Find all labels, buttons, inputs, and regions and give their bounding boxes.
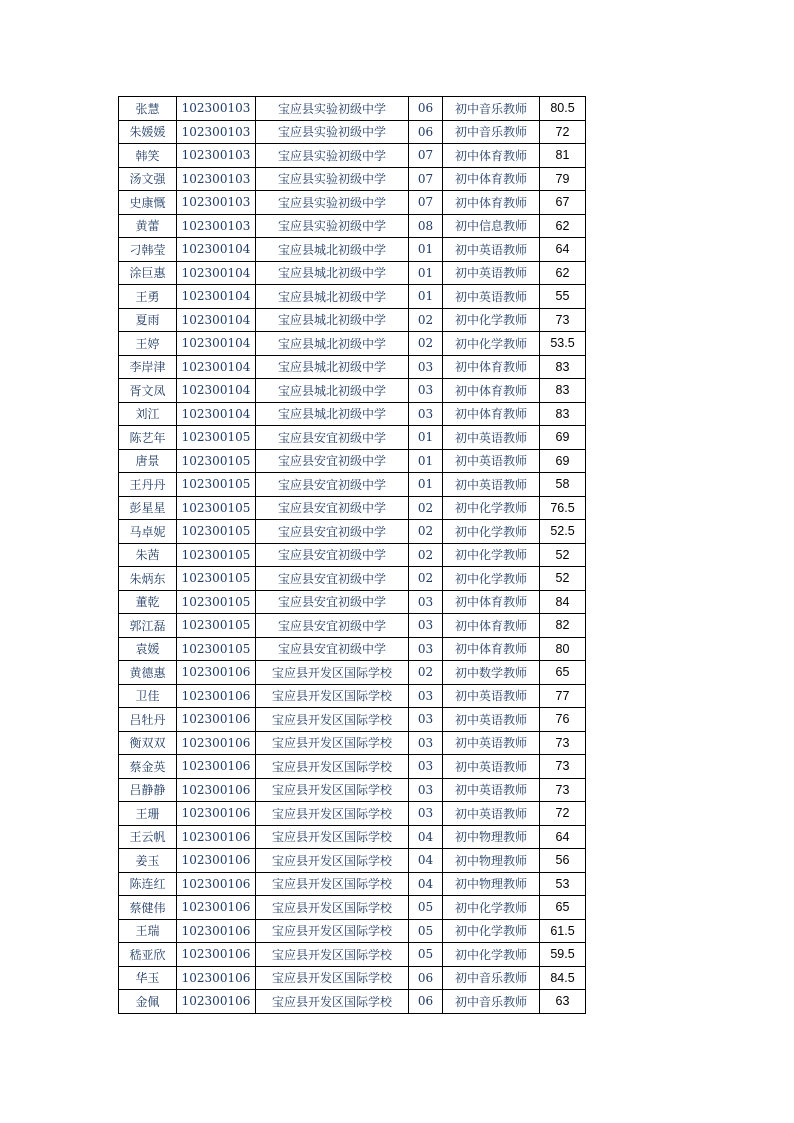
- unit-code-cell: 102300104: [177, 261, 256, 285]
- name-cell: 王勇: [119, 285, 177, 309]
- school-cell: 宝应县城北初级中学: [256, 355, 409, 379]
- position-cell: 初中英语教师: [443, 285, 540, 309]
- unit-code-cell: 102300105: [177, 426, 256, 450]
- position-code-cell: 03: [409, 708, 443, 732]
- school-cell: 宝应县开发区国际学校: [256, 943, 409, 967]
- school-cell: 宝应县安宜初级中学: [256, 614, 409, 638]
- name-cell: 王云帆: [119, 825, 177, 849]
- position-code-cell: 04: [409, 849, 443, 873]
- name-cell: 黄蕾: [119, 214, 177, 238]
- position-code-cell: 05: [409, 943, 443, 967]
- table-row: [119, 332, 586, 356]
- position-cell: 初中化学教师: [443, 308, 540, 332]
- school-cell: 宝应县开发区国际学校: [256, 731, 409, 755]
- table-row: [119, 426, 586, 450]
- school-cell: 宝应县开发区国际学校: [256, 778, 409, 802]
- score-cell: 84.5: [540, 966, 586, 990]
- school-cell: 宝应县开发区国际学校: [256, 919, 409, 943]
- table-row: [119, 872, 586, 896]
- score-cell: 73: [540, 778, 586, 802]
- score-table: [118, 96, 586, 1014]
- position-cell: 初中英语教师: [443, 261, 540, 285]
- name-cell: 张慧: [119, 97, 177, 121]
- position-cell: 初中物理教师: [443, 825, 540, 849]
- table-row: [119, 567, 586, 591]
- position-code-cell: 02: [409, 567, 443, 591]
- position-cell: 初中音乐教师: [443, 966, 540, 990]
- table-row: [119, 355, 586, 379]
- unit-code-cell: 102300104: [177, 308, 256, 332]
- unit-code-cell: 102300106: [177, 966, 256, 990]
- unit-code-cell: 102300106: [177, 661, 256, 685]
- unit-code-cell: 102300103: [177, 191, 256, 215]
- score-cell: 59.5: [540, 943, 586, 967]
- unit-code-cell: 102300104: [177, 238, 256, 262]
- position-code-cell: 06: [409, 966, 443, 990]
- position-cell: 初中体育教师: [443, 637, 540, 661]
- position-code-cell: 02: [409, 661, 443, 685]
- score-cell: 73: [540, 755, 586, 779]
- table-row: [119, 802, 586, 826]
- score-cell: 65: [540, 896, 586, 920]
- unit-code-cell: 102300105: [177, 520, 256, 544]
- table-row: [119, 191, 586, 215]
- score-cell: 84: [540, 590, 586, 614]
- table-row: [119, 496, 586, 520]
- name-cell: 汤文强: [119, 167, 177, 191]
- position-code-cell: 03: [409, 614, 443, 638]
- unit-code-cell: 102300106: [177, 802, 256, 826]
- unit-code-cell: 102300106: [177, 919, 256, 943]
- name-cell: 董乾: [119, 590, 177, 614]
- school-cell: 宝应县安宜初级中学: [256, 473, 409, 497]
- score-cell: 79: [540, 167, 586, 191]
- position-cell: 初中体育教师: [443, 167, 540, 191]
- school-cell: 宝应县安宜初级中学: [256, 543, 409, 567]
- position-cell: 初中化学教师: [443, 543, 540, 567]
- school-cell: 宝应县开发区国际学校: [256, 849, 409, 873]
- name-cell: 马卓妮: [119, 520, 177, 544]
- unit-code-cell: 102300105: [177, 543, 256, 567]
- table-row: [119, 661, 586, 685]
- position-cell: 初中英语教师: [443, 802, 540, 826]
- table-row: [119, 214, 586, 238]
- name-cell: 刁韩莹: [119, 238, 177, 262]
- table-row: [119, 708, 586, 732]
- name-cell: 史康慨: [119, 191, 177, 215]
- name-cell: 吕静静: [119, 778, 177, 802]
- position-cell: 初中英语教师: [443, 778, 540, 802]
- score-cell: 69: [540, 449, 586, 473]
- score-cell: 82: [540, 614, 586, 638]
- position-cell: 初中化学教师: [443, 919, 540, 943]
- table-row: [119, 285, 586, 309]
- position-cell: 初中英语教师: [443, 238, 540, 262]
- score-cell: 53: [540, 872, 586, 896]
- position-cell: 初中体育教师: [443, 355, 540, 379]
- position-code-cell: 01: [409, 473, 443, 497]
- table-row: [119, 520, 586, 544]
- position-cell: 初中音乐教师: [443, 97, 540, 121]
- position-code-cell: 03: [409, 402, 443, 426]
- table-row: [119, 120, 586, 144]
- table-row: [119, 849, 586, 873]
- school-cell: 宝应县实验初级中学: [256, 120, 409, 144]
- school-cell: 宝应县安宜初级中学: [256, 590, 409, 614]
- unit-code-cell: 102300105: [177, 614, 256, 638]
- position-cell: 初中英语教师: [443, 708, 540, 732]
- table-row: [119, 825, 586, 849]
- name-cell: 胥文凤: [119, 379, 177, 403]
- position-cell: 初中英语教师: [443, 684, 540, 708]
- position-code-cell: 02: [409, 543, 443, 567]
- position-code-cell: 07: [409, 167, 443, 191]
- name-cell: 王瑞: [119, 919, 177, 943]
- school-cell: 宝应县城北初级中学: [256, 238, 409, 262]
- position-code-cell: 06: [409, 990, 443, 1014]
- score-cell: 80: [540, 637, 586, 661]
- school-cell: 宝应县开发区国际学校: [256, 755, 409, 779]
- unit-code-cell: 102300106: [177, 825, 256, 849]
- position-cell: 初中物理教师: [443, 849, 540, 873]
- score-cell: 73: [540, 308, 586, 332]
- table-row: [119, 167, 586, 191]
- name-cell: 朱媛媛: [119, 120, 177, 144]
- position-code-cell: 01: [409, 426, 443, 450]
- position-cell: 初中英语教师: [443, 426, 540, 450]
- score-cell: 53.5: [540, 332, 586, 356]
- position-cell: 初中化学教师: [443, 896, 540, 920]
- position-code-cell: 02: [409, 332, 443, 356]
- name-cell: 郭江磊: [119, 614, 177, 638]
- school-cell: 宝应县开发区国际学校: [256, 872, 409, 896]
- name-cell: 彭星星: [119, 496, 177, 520]
- table-row: [119, 778, 586, 802]
- school-cell: 宝应县开发区国际学校: [256, 990, 409, 1014]
- table-row: [119, 449, 586, 473]
- position-cell: 初中体育教师: [443, 590, 540, 614]
- school-cell: 宝应县安宜初级中学: [256, 567, 409, 591]
- school-cell: 宝应县城北初级中学: [256, 402, 409, 426]
- table-row: [119, 308, 586, 332]
- unit-code-cell: 102300103: [177, 144, 256, 168]
- position-cell: 初中化学教师: [443, 520, 540, 544]
- unit-code-cell: 102300105: [177, 567, 256, 591]
- table-row: [119, 543, 586, 567]
- name-cell: 李岸津: [119, 355, 177, 379]
- position-cell: 初中体育教师: [443, 614, 540, 638]
- unit-code-cell: 102300106: [177, 708, 256, 732]
- score-cell: 65: [540, 661, 586, 685]
- position-cell: 初中音乐教师: [443, 990, 540, 1014]
- school-cell: 宝应县安宜初级中学: [256, 496, 409, 520]
- score-cell: 81: [540, 144, 586, 168]
- position-cell: 初中体育教师: [443, 191, 540, 215]
- unit-code-cell: 102300106: [177, 684, 256, 708]
- score-cell: 58: [540, 473, 586, 497]
- school-cell: 宝应县城北初级中学: [256, 261, 409, 285]
- school-cell: 宝应县安宜初级中学: [256, 637, 409, 661]
- position-code-cell: 01: [409, 449, 443, 473]
- name-cell: 袁媛: [119, 637, 177, 661]
- score-cell: 69: [540, 426, 586, 450]
- position-code-cell: 01: [409, 238, 443, 262]
- unit-code-cell: 102300103: [177, 214, 256, 238]
- score-cell: 62: [540, 214, 586, 238]
- table-row: [119, 238, 586, 262]
- score-cell: 83: [540, 402, 586, 426]
- school-cell: 宝应县城北初级中学: [256, 379, 409, 403]
- school-cell: 宝应县城北初级中学: [256, 285, 409, 309]
- school-cell: 宝应县安宜初级中学: [256, 426, 409, 450]
- unit-code-cell: 102300105: [177, 637, 256, 661]
- position-code-cell: 06: [409, 120, 443, 144]
- position-code-cell: 05: [409, 896, 443, 920]
- table-row: [119, 896, 586, 920]
- school-cell: 宝应县开发区国际学校: [256, 896, 409, 920]
- unit-code-cell: 102300104: [177, 355, 256, 379]
- unit-code-cell: 102300106: [177, 778, 256, 802]
- table-row: [119, 261, 586, 285]
- school-cell: 宝应县城北初级中学: [256, 332, 409, 356]
- school-cell: 宝应县实验初级中学: [256, 144, 409, 168]
- table-row: [119, 637, 586, 661]
- position-cell: 初中化学教师: [443, 567, 540, 591]
- score-cell: 73: [540, 731, 586, 755]
- position-code-cell: 03: [409, 379, 443, 403]
- score-cell: 64: [540, 238, 586, 262]
- position-code-cell: 03: [409, 590, 443, 614]
- unit-code-cell: 102300103: [177, 120, 256, 144]
- name-cell: 吕牡丹: [119, 708, 177, 732]
- position-code-cell: 03: [409, 802, 443, 826]
- name-cell: 涂巨惠: [119, 261, 177, 285]
- score-cell: 56: [540, 849, 586, 873]
- position-cell: 初中体育教师: [443, 402, 540, 426]
- score-cell: 83: [540, 355, 586, 379]
- name-cell: 夏雨: [119, 308, 177, 332]
- name-cell: 蔡金英: [119, 755, 177, 779]
- name-cell: 卫佳: [119, 684, 177, 708]
- unit-code-cell: 102300104: [177, 285, 256, 309]
- position-code-cell: 01: [409, 261, 443, 285]
- position-cell: 初中英语教师: [443, 731, 540, 755]
- unit-code-cell: 102300106: [177, 872, 256, 896]
- table-row: [119, 379, 586, 403]
- score-cell: 64: [540, 825, 586, 849]
- position-cell: 初中体育教师: [443, 379, 540, 403]
- position-code-cell: 07: [409, 191, 443, 215]
- table-row: [119, 755, 586, 779]
- name-cell: 金佩: [119, 990, 177, 1014]
- name-cell: 王珊: [119, 802, 177, 826]
- unit-code-cell: 102300103: [177, 97, 256, 121]
- name-cell: 嵇亚欣: [119, 943, 177, 967]
- score-cell: 52.5: [540, 520, 586, 544]
- score-cell: 52: [540, 567, 586, 591]
- position-code-cell: 01: [409, 285, 443, 309]
- score-cell: 61.5: [540, 919, 586, 943]
- unit-code-cell: 102300106: [177, 731, 256, 755]
- name-cell: 唐景: [119, 449, 177, 473]
- table-row: [119, 731, 586, 755]
- position-code-cell: 08: [409, 214, 443, 238]
- unit-code-cell: 102300106: [177, 943, 256, 967]
- position-code-cell: 04: [409, 825, 443, 849]
- position-cell: 初中信息教师: [443, 214, 540, 238]
- position-cell: 初中化学教师: [443, 943, 540, 967]
- table-row: [119, 990, 586, 1014]
- position-code-cell: 03: [409, 684, 443, 708]
- score-table-body: [119, 97, 586, 1014]
- position-code-cell: 07: [409, 144, 443, 168]
- name-cell: 陈艺年: [119, 426, 177, 450]
- school-cell: 宝应县开发区国际学校: [256, 802, 409, 826]
- position-cell: 初中英语教师: [443, 755, 540, 779]
- position-code-cell: 03: [409, 355, 443, 379]
- unit-code-cell: 102300105: [177, 590, 256, 614]
- school-cell: 宝应县开发区国际学校: [256, 966, 409, 990]
- score-cell: 62: [540, 261, 586, 285]
- school-cell: 宝应县安宜初级中学: [256, 449, 409, 473]
- school-cell: 宝应县开发区国际学校: [256, 708, 409, 732]
- unit-code-cell: 102300103: [177, 167, 256, 191]
- position-cell: 初中物理教师: [443, 872, 540, 896]
- score-cell: 76.5: [540, 496, 586, 520]
- table-row: [119, 473, 586, 497]
- unit-code-cell: 102300105: [177, 473, 256, 497]
- name-cell: 衡双双: [119, 731, 177, 755]
- score-cell: 55: [540, 285, 586, 309]
- name-cell: 华玉: [119, 966, 177, 990]
- unit-code-cell: 102300105: [177, 449, 256, 473]
- name-cell: 朱茜: [119, 543, 177, 567]
- school-cell: 宝应县城北初级中学: [256, 308, 409, 332]
- position-code-cell: 03: [409, 637, 443, 661]
- unit-code-cell: 102300106: [177, 990, 256, 1014]
- score-cell: 72: [540, 802, 586, 826]
- unit-code-cell: 102300104: [177, 402, 256, 426]
- score-cell: 83: [540, 379, 586, 403]
- score-cell: 80.5: [540, 97, 586, 121]
- unit-code-cell: 102300106: [177, 896, 256, 920]
- name-cell: 陈连红: [119, 872, 177, 896]
- position-code-cell: 02: [409, 496, 443, 520]
- position-code-cell: 02: [409, 520, 443, 544]
- position-code-cell: 03: [409, 755, 443, 779]
- school-cell: 宝应县实验初级中学: [256, 97, 409, 121]
- school-cell: 宝应县实验初级中学: [256, 191, 409, 215]
- position-cell: 初中体育教师: [443, 144, 540, 168]
- name-cell: 韩笑: [119, 144, 177, 168]
- score-cell: 72: [540, 120, 586, 144]
- school-cell: 宝应县开发区国际学校: [256, 661, 409, 685]
- name-cell: 刘江: [119, 402, 177, 426]
- school-cell: 宝应县实验初级中学: [256, 214, 409, 238]
- table-row: [119, 966, 586, 990]
- position-code-cell: 03: [409, 778, 443, 802]
- school-cell: 宝应县开发区国际学校: [256, 684, 409, 708]
- table-row: [119, 943, 586, 967]
- position-cell: 初中音乐教师: [443, 120, 540, 144]
- position-cell: 初中化学教师: [443, 332, 540, 356]
- table-row: [119, 614, 586, 638]
- table-row: [119, 919, 586, 943]
- table-row: [119, 402, 586, 426]
- school-cell: 宝应县开发区国际学校: [256, 825, 409, 849]
- score-cell: 52: [540, 543, 586, 567]
- position-code-cell: 02: [409, 308, 443, 332]
- school-cell: 宝应县安宜初级中学: [256, 520, 409, 544]
- position-cell: 初中英语教师: [443, 449, 540, 473]
- table-row: [119, 144, 586, 168]
- score-cell: 76: [540, 708, 586, 732]
- score-cell: 77: [540, 684, 586, 708]
- school-cell: 宝应县实验初级中学: [256, 167, 409, 191]
- unit-code-cell: 102300106: [177, 755, 256, 779]
- table-row: [119, 97, 586, 121]
- name-cell: 王丹丹: [119, 473, 177, 497]
- position-code-cell: 06: [409, 97, 443, 121]
- score-cell: 63: [540, 990, 586, 1014]
- unit-code-cell: 102300104: [177, 379, 256, 403]
- name-cell: 蔡健伟: [119, 896, 177, 920]
- table-row: [119, 590, 586, 614]
- name-cell: 黄德惠: [119, 661, 177, 685]
- name-cell: 朱炳东: [119, 567, 177, 591]
- position-code-cell: 05: [409, 919, 443, 943]
- table-row: [119, 684, 586, 708]
- score-cell: 67: [540, 191, 586, 215]
- unit-code-cell: 102300105: [177, 496, 256, 520]
- unit-code-cell: 102300104: [177, 332, 256, 356]
- position-cell: 初中化学教师: [443, 496, 540, 520]
- name-cell: 姜玉: [119, 849, 177, 873]
- name-cell: 王婷: [119, 332, 177, 356]
- unit-code-cell: 102300106: [177, 849, 256, 873]
- position-cell: 初中英语教师: [443, 473, 540, 497]
- position-cell: 初中数学教师: [443, 661, 540, 685]
- position-code-cell: 03: [409, 731, 443, 755]
- position-code-cell: 04: [409, 872, 443, 896]
